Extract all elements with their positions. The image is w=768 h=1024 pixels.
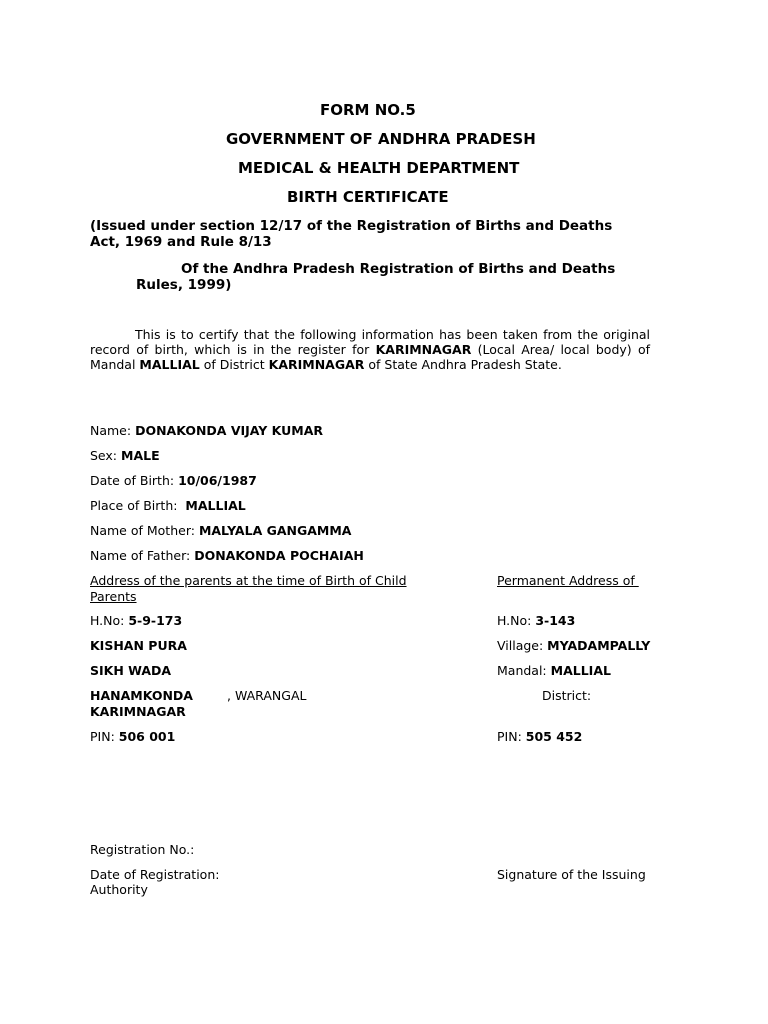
government-title: GOVERNMENT OF ANDHRA PRADESH	[226, 130, 536, 148]
field-date-of-birth: Date of Birth: 10/06/1987	[90, 473, 257, 488]
district-value: KARIMNAGAR	[268, 357, 365, 372]
birth-address-line3: SIKH WADA	[90, 663, 172, 678]
field-sex: Sex: MALE	[90, 448, 160, 463]
local-area-value: KARIMNAGAR	[375, 342, 472, 357]
permanent-address-heading: Permanent Address of	[497, 573, 639, 588]
field-mother-name: Name of Mother: MALYALA GANGAMMA	[90, 523, 352, 538]
birth-address-heading-line2: Parents	[90, 589, 137, 604]
issued-under-line4: Rules, 1999)	[136, 277, 232, 293]
field-name: Name: DONAKONDA VIJAY KUMAR	[90, 423, 324, 438]
registration-number-label: Registration No.:	[90, 842, 195, 857]
issued-under-line2: Act, 1969 and Rule 8/13	[90, 234, 272, 250]
field-father-name: Name of Father: DONAKONDA POCHAIAH	[90, 548, 364, 563]
birth-address-city: HANAMKONDA	[90, 688, 193, 703]
signature-label: Signature of the Issuing	[497, 867, 646, 882]
birth-address-district: , WARANGAL	[227, 688, 307, 703]
permanent-address-district: District:	[542, 688, 592, 703]
mandal-value: MALLIAL	[139, 357, 200, 372]
certificate-title: BIRTH CERTIFICATE	[287, 188, 449, 206]
birth-address-heading: Address of the parents at the time of Birth of Child	[90, 573, 407, 588]
permanent-address-village: Village: MYADAMPALLY	[497, 638, 651, 653]
permanent-address-mandal: Mandal: MALLIAL	[497, 663, 611, 678]
birth-address-pin: PIN: 506 001	[90, 729, 176, 744]
permanent-address-pin: PIN: 505 452	[497, 729, 583, 744]
birth-address-line2: KISHAN PURA	[90, 638, 187, 653]
registration-date-label: Date of Registration:	[90, 867, 220, 882]
authority-label: Authority	[90, 882, 148, 897]
certification-paragraph: This is to certify that the following information has been taken from the original record of birth, which is in the register for KARIMNAGAR (Local Area/ local body) of Mandal MALLIAL of District KARIMNAGAR of State Andhra Pradesh State.	[90, 327, 650, 372]
permanent-address-hno: H.No: 3-143	[497, 613, 576, 628]
birth-address-line5: KARIMNAGAR	[90, 704, 186, 719]
issued-under-line3: Of the Andhra Pradesh Registration of Births and Deaths	[181, 261, 616, 277]
issued-under-line1: (Issued under section 12/17 of the Registration of Births and Deaths	[90, 218, 613, 234]
form-number: FORM NO.5	[320, 101, 416, 119]
field-place-of-birth: Place of Birth: MALLIAL	[90, 498, 246, 513]
birth-address-hno: H.No: 5-9-173	[90, 613, 183, 628]
department-title: MEDICAL & HEALTH DEPARTMENT	[238, 159, 520, 177]
